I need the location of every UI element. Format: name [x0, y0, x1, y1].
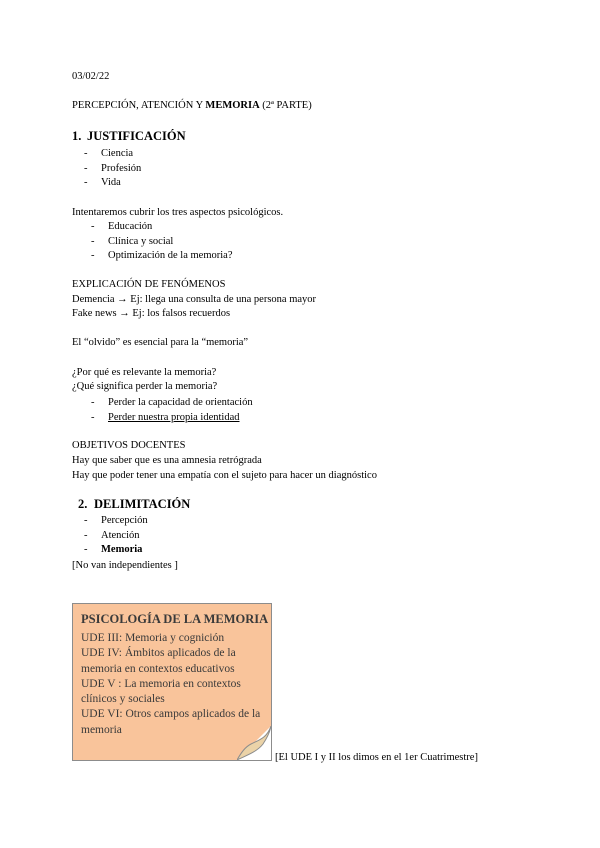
page-curl-icon: [237, 726, 271, 760]
list-item: - Clínica y social: [91, 235, 174, 247]
section-2-note: [No van independientes ]: [72, 560, 178, 571]
list-item: - Ciencia: [84, 148, 134, 159]
section-1-list: [84, 147, 284, 191]
objectives-heading: OBJETIVOS DOCENTES: [72, 440, 186, 451]
list-item: - Perder la capacidad de orientación: [91, 397, 253, 408]
objective-1: Hay que saber que es una amnesia retrógrada: [72, 455, 262, 466]
objective-2: Hay que poder tener una empatía con el sujeto para hacer un diagnóstico: [72, 470, 377, 481]
question-1: ¿Por qué es relevante la memoria?: [72, 367, 217, 378]
date: 03/02/22: [72, 71, 110, 82]
list-item: - Memoria: [84, 544, 143, 556]
sticky-note-title: PSICOLOGÍA DE LA MEMORIA: [81, 612, 269, 626]
list-item: - Perder nuestra propia identidad: [91, 411, 240, 423]
sticky-note-body: [81, 631, 267, 738]
phenomena-heading: EXPLICACIÓN DE FENÓMENOS: [72, 279, 226, 290]
footnote: [El UDE I y II los dimos en el 1er Cuatrimestre]: [275, 752, 478, 763]
list-item: - Optimización de la memoria?: [91, 250, 233, 262]
phenomena-dementia: Demencia → Ej: llega una consulta de una persona mayor: [72, 294, 317, 305]
section-1-title: JUSTIFICACIÓN: [87, 129, 186, 143]
doc-title-suffix: (2ª PARTE): [259, 100, 312, 111]
section-2-number: 2.: [78, 497, 88, 511]
section-2-list: [84, 514, 284, 558]
intro-text: Intentaremos cubrir los tres aspectos psicológicos.: [72, 207, 284, 218]
list-item: - Vida: [84, 177, 121, 189]
section-2-heading: [78, 497, 191, 512]
section-2-title: DELIMITACIÓN: [94, 497, 191, 511]
list-item: - Atención: [84, 529, 140, 541]
doc-title-bold: MEMORIA: [205, 100, 260, 111]
sticky-note-line: UDE III: Memoria y cognición: [81, 632, 225, 644]
sticky-note-line: UDE V : La memoria en contextos clínicos y sociales: [81, 677, 241, 706]
list-item: - Profesión: [84, 162, 142, 174]
section-1-number: 1.: [72, 129, 82, 143]
doc-title: [72, 99, 312, 114]
doc-title-prefix: PERCEPCIÓN, ATENCIÓN Y: [72, 100, 206, 111]
section-1-heading: [72, 129, 186, 144]
sticky-note-line: UDE IV: Ámbitos aplicados de la memoria en contextos educativos: [81, 647, 236, 675]
list-item: - Percepción: [84, 515, 148, 526]
losses-list: [91, 396, 311, 425]
olvido-text: El “olvido” es esencial para la “memoria”: [72, 337, 249, 348]
list-item: - Educación: [91, 221, 153, 232]
aspects-list: [91, 220, 311, 264]
sticky-note-line: UDE VI: Otros campos aplicados de la memoria: [81, 708, 261, 736]
question-2: ¿Qué significa perder la memoria?: [72, 381, 218, 392]
phenomena-fake-news: Fake news → Ej: los falsos recuerdos: [72, 308, 231, 319]
